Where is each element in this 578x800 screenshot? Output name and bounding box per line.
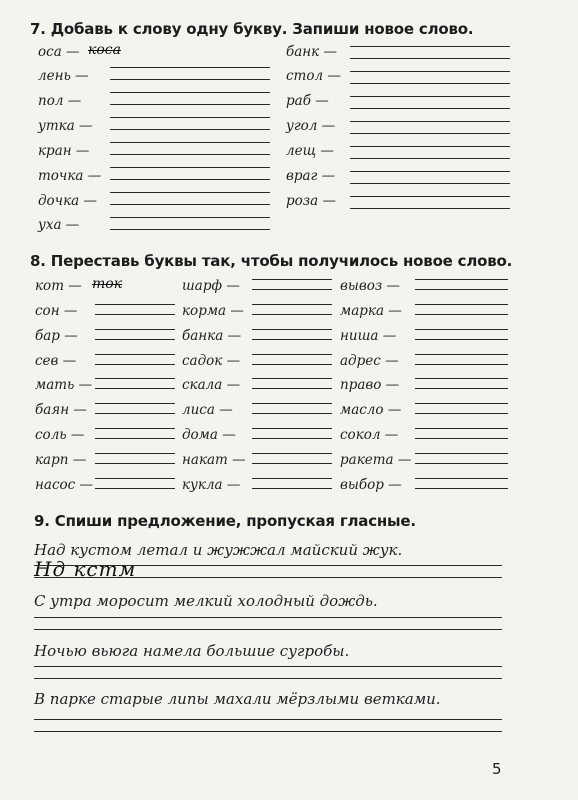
- ex7-word: роза —: [286, 193, 336, 209]
- answer-line[interactable]: [110, 167, 270, 168]
- answer-line[interactable]: [415, 378, 508, 379]
- ex7-handwritten-answer: коса: [88, 42, 121, 58]
- ex7-word: раб —: [286, 93, 329, 109]
- answer-line[interactable]: [415, 314, 508, 315]
- answer-line[interactable]: [350, 158, 510, 159]
- ex8-word: ниша —: [340, 328, 397, 344]
- answer-line[interactable]: [252, 478, 332, 479]
- ex8-word: бар —: [35, 328, 78, 344]
- ex8-word: накат —: [182, 452, 246, 468]
- ex8-word: баян —: [35, 402, 87, 418]
- ex7-word: кран —: [38, 143, 90, 159]
- answer-line[interactable]: [415, 329, 508, 330]
- ex7-word: враг —: [286, 168, 336, 184]
- answer-line[interactable]: [252, 314, 332, 315]
- answer-line[interactable]: [110, 117, 270, 118]
- answer-line[interactable]: [110, 79, 270, 80]
- answer-line[interactable]: [415, 279, 508, 280]
- answer-line[interactable]: [252, 289, 332, 290]
- answer-line[interactable]: [95, 304, 175, 305]
- ex9-sentence: Над кустом летал и жужжал майский жук.: [34, 541, 403, 559]
- ex8-handwritten-answer: ток: [92, 276, 123, 292]
- answer-line[interactable]: [95, 413, 175, 414]
- answer-line[interactable]: [95, 314, 175, 315]
- exercise-7-heading: 7. Добавь к слову одну букву. Запиши новое слово.: [30, 20, 474, 38]
- answer-line[interactable]: [252, 378, 332, 379]
- answer-line[interactable]: [415, 304, 508, 305]
- answer-line[interactable]: [110, 67, 270, 68]
- ex8-word: корма —: [182, 303, 244, 319]
- ex8-word: карп —: [35, 452, 87, 468]
- answer-line[interactable]: [95, 453, 175, 454]
- answer-line[interactable]: [34, 565, 502, 566]
- answer-line[interactable]: [350, 83, 510, 84]
- ex8-word: шарф —: [182, 278, 240, 294]
- answer-line[interactable]: [350, 208, 510, 209]
- answer-line[interactable]: [110, 142, 270, 143]
- ex8-word: лиса —: [182, 402, 233, 418]
- answer-line[interactable]: [95, 488, 175, 489]
- ex7-word: дочка —: [38, 193, 97, 209]
- answer-line[interactable]: [95, 403, 175, 404]
- ex9-sentence: С утра моросит мелкий холодный дождь.: [34, 592, 378, 610]
- ex8-word: масло —: [340, 402, 402, 418]
- answer-line[interactable]: [350, 171, 510, 172]
- answer-line[interactable]: [95, 364, 175, 365]
- ex7-word: утка —: [38, 118, 93, 134]
- answer-line[interactable]: [350, 133, 510, 134]
- answer-line[interactable]: [350, 183, 510, 184]
- ex7-word: угол —: [286, 118, 336, 134]
- ex7-word: стол —: [286, 68, 341, 84]
- ex8-word: кукла —: [182, 477, 241, 493]
- answer-line[interactable]: [34, 731, 502, 732]
- answer-line[interactable]: [415, 413, 508, 414]
- ex8-word: выбор —: [340, 477, 402, 493]
- answer-line[interactable]: [350, 96, 510, 97]
- exercise-8-heading: 8. Переставь буквы так, чтобы получилось новое слово.: [30, 252, 513, 270]
- answer-line[interactable]: [110, 92, 270, 93]
- answer-line[interactable]: [95, 438, 175, 439]
- answer-line[interactable]: [252, 463, 332, 464]
- answer-line[interactable]: [252, 339, 332, 340]
- answer-line[interactable]: [252, 388, 332, 389]
- answer-line[interactable]: [95, 378, 175, 379]
- answer-line[interactable]: [95, 388, 175, 389]
- answer-line[interactable]: [350, 196, 510, 197]
- answer-line[interactable]: [350, 58, 510, 59]
- answer-line[interactable]: [252, 279, 332, 280]
- ex7-word: оса —: [38, 44, 80, 60]
- answer-line[interactable]: [110, 192, 270, 193]
- answer-line[interactable]: [252, 453, 332, 454]
- answer-line[interactable]: [252, 438, 332, 439]
- ex9-sentence: В парке старые липы махали мёрзлыми ветками.: [34, 690, 441, 708]
- answer-line[interactable]: [350, 46, 510, 47]
- answer-line[interactable]: [95, 354, 175, 355]
- ex7-word: пол —: [38, 93, 82, 109]
- ex8-word: вывоз —: [340, 278, 400, 294]
- ex8-word: соль —: [35, 427, 85, 443]
- ex7-word: лещ —: [286, 143, 334, 159]
- ex8-word: банка —: [182, 328, 242, 344]
- answer-line[interactable]: [95, 463, 175, 464]
- answer-line[interactable]: [95, 339, 175, 340]
- answer-line[interactable]: [415, 428, 508, 429]
- answer-line[interactable]: [34, 629, 502, 630]
- ex8-word: скала —: [182, 377, 241, 393]
- ex7-word: лень —: [38, 68, 89, 84]
- ex8-word: марка —: [340, 303, 402, 319]
- ex7-word: банк —: [286, 44, 338, 60]
- ex8-word: насос —: [35, 477, 93, 493]
- ex8-word: сон —: [35, 303, 78, 319]
- answer-line[interactable]: [110, 179, 270, 180]
- ex8-word: право —: [340, 377, 400, 393]
- answer-line[interactable]: [34, 678, 502, 679]
- answer-line[interactable]: [110, 129, 270, 130]
- ex7-word: уха —: [38, 217, 80, 233]
- answer-line[interactable]: [252, 329, 332, 330]
- answer-line[interactable]: [350, 71, 510, 72]
- answer-line[interactable]: [252, 403, 332, 404]
- answer-line[interactable]: [415, 403, 508, 404]
- answer-line[interactable]: [415, 438, 508, 439]
- ex8-word: кот —: [35, 278, 82, 294]
- ex8-word: сокол —: [340, 427, 399, 443]
- answer-line[interactable]: [252, 364, 332, 365]
- ex8-word: сев —: [35, 353, 77, 369]
- answer-line[interactable]: [252, 488, 332, 489]
- answer-line[interactable]: [34, 617, 502, 618]
- ex8-word: ракета —: [340, 452, 412, 468]
- answer-line[interactable]: [252, 304, 332, 305]
- answer-line[interactable]: [110, 104, 270, 105]
- answer-line[interactable]: [415, 364, 508, 365]
- answer-line[interactable]: [95, 428, 175, 429]
- answer-line[interactable]: [415, 354, 508, 355]
- answer-line[interactable]: [110, 229, 270, 230]
- answer-line[interactable]: [415, 453, 508, 454]
- answer-line[interactable]: [95, 478, 175, 479]
- answer-line[interactable]: [350, 146, 510, 147]
- ex9-sentence: Ночью вьюга намела большие сугробы.: [34, 642, 350, 660]
- ex8-word: садок —: [182, 353, 241, 369]
- answer-line[interactable]: [350, 108, 510, 109]
- answer-line[interactable]: [34, 719, 502, 720]
- answer-line[interactable]: [252, 354, 332, 355]
- answer-line[interactable]: [252, 428, 332, 429]
- ex9-handwritten-answer: Нд кстм: [34, 557, 137, 581]
- answer-line[interactable]: [415, 463, 508, 464]
- answer-line[interactable]: [34, 666, 502, 667]
- ex8-word: дома —: [182, 427, 236, 443]
- answer-line[interactable]: [110, 204, 270, 205]
- answer-line[interactable]: [415, 488, 508, 489]
- answer-line[interactable]: [252, 413, 332, 414]
- answer-line[interactable]: [415, 478, 508, 479]
- answer-line[interactable]: [415, 339, 508, 340]
- answer-line[interactable]: [34, 577, 502, 578]
- exercise-9-heading: 9. Спиши предложение, пропуская гласные.: [34, 512, 416, 530]
- answer-line[interactable]: [415, 388, 508, 389]
- answer-line[interactable]: [350, 121, 510, 122]
- ex8-word: адрес —: [340, 353, 399, 369]
- answer-line[interactable]: [110, 217, 270, 218]
- page-number: 5: [492, 760, 502, 778]
- ex8-word: мать —: [35, 377, 93, 393]
- ex7-word: точка —: [38, 168, 102, 184]
- answer-line[interactable]: [110, 154, 270, 155]
- answer-line[interactable]: [95, 329, 175, 330]
- answer-line[interactable]: [415, 289, 508, 290]
